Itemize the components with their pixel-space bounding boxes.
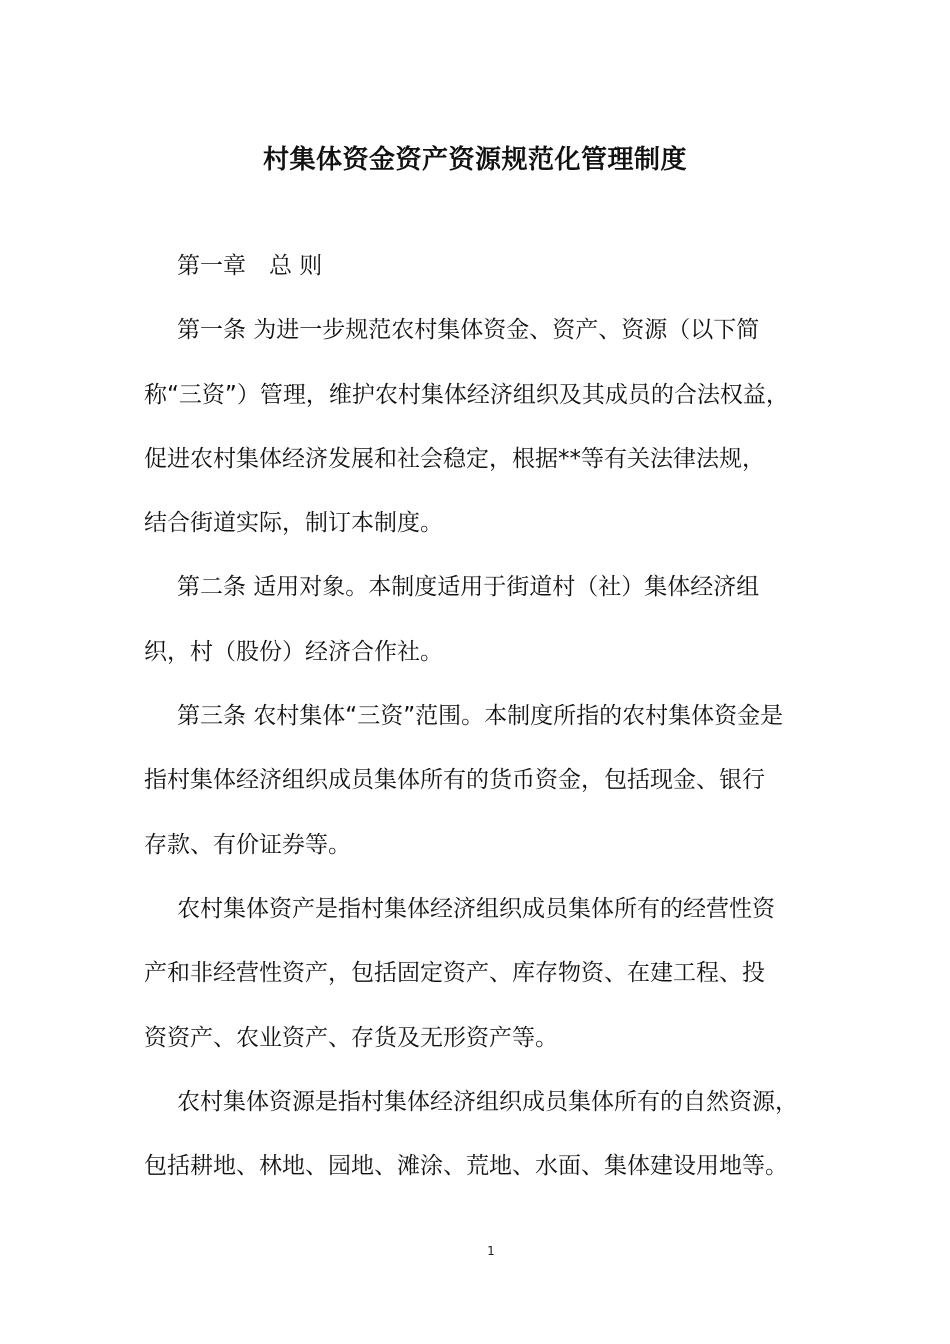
resource-definition-line-1: 农村集体资源是指村集体经济组织成员集体所有的自然资源，	[177, 1088, 798, 1115]
document-title: 村集体资金资产资源规范化管理制度	[262, 145, 687, 175]
article-1-line-3: 促进农村集体经济发展和社会稳定，根据**等有关法律法规，	[144, 445, 765, 472]
article-2-line-2: 织，村（股份）经济合作社。	[144, 638, 443, 665]
article-1-line-4: 结合街道实际，制订本制度。	[144, 510, 443, 537]
article-1-line-2: 称“三资”）管理，维护农村集体经济组织及其成员的合法权益，	[144, 381, 789, 408]
article-2-line-1: 第二条 适用对象。本制度适用于街道村（社）集体经济组	[177, 574, 760, 601]
article-3-line-2: 指村集体经济组织成员集体所有的货币资金，包括现金、银行	[144, 767, 765, 794]
asset-definition-line-2: 产和非经营性资产，包括固定资产、库存物资、在建工程、投	[144, 960, 765, 987]
chapter-heading: 第一章 总 则	[177, 253, 323, 279]
article-1-line-1: 第一条 为进一步规范农村集体资金、资产、资源（以下简	[177, 317, 760, 344]
asset-definition-line-3: 资资产、农业资产、存货及无形资产等。	[144, 1024, 558, 1051]
article-3-line-3: 存款、有价证券等。	[144, 831, 351, 858]
resource-definition-line-2: 包括耕地、林地、园地、滩涂、荒地、水面、集体建设用地等。	[144, 1153, 788, 1180]
asset-definition-line-1: 农村集体资产是指村集体经济组织成员集体所有的经营性资	[177, 895, 775, 922]
article-3-line-1: 第三条 农村集体“三资”范围。本制度所指的农村集体资金是	[177, 703, 784, 730]
page-number: 1	[487, 1244, 495, 1258]
document-body	[144, 244, 834, 1208]
